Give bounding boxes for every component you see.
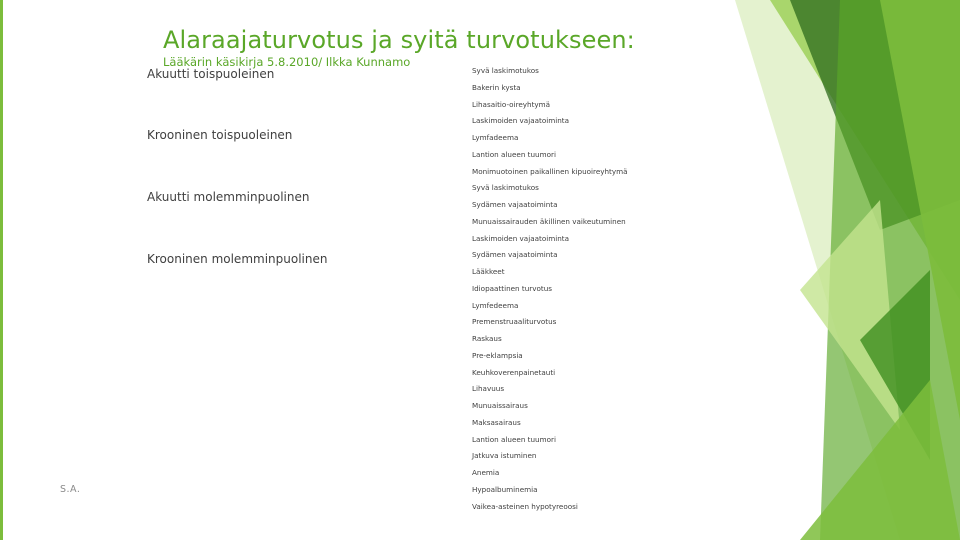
cause-item: Lääkkeet xyxy=(472,267,505,276)
footer-initials: S.A. xyxy=(60,484,81,495)
side-bar-left xyxy=(0,0,3,540)
cause-item: Lantion alueen tuumori xyxy=(472,434,556,444)
cause-item: Sydämen vajaatoiminta xyxy=(472,200,558,209)
cause-item: Keuhkoverenpainetauti xyxy=(472,367,556,377)
cause-item: Syvä laskimotukos xyxy=(472,66,539,75)
cause-item: Maksasairaus xyxy=(472,417,521,427)
cause-item: Lymfedeema xyxy=(472,300,519,310)
cause-item: Anemia xyxy=(472,468,500,477)
cause-item: Laskimoiden vajaatoiminta xyxy=(472,233,569,243)
cause-item: Premenstruaaliturvotus xyxy=(472,317,557,327)
cause-item: Pre-eklampsia xyxy=(472,350,523,360)
cause-item: Munuaissairaus xyxy=(472,401,528,410)
cause-item: Monimuotoinen paikallinen kipuoireyhtymä xyxy=(472,166,628,176)
cause-item: Laskimoiden vajaatoiminta xyxy=(472,116,569,126)
category-acute-bilateral: Akuutti molemminpuolinen xyxy=(147,190,310,204)
cause-item: Vaikea-asteinen hypotyreoosi xyxy=(472,501,578,511)
cause-item: Jatkuva istuminen xyxy=(472,451,537,461)
cause-item: Idiopaattinen turvotus xyxy=(472,283,552,293)
cause-item: Sydämen vajaatoiminta xyxy=(472,250,558,260)
slide-title: Alaraajaturvotus ja syitä turvotukseen: xyxy=(163,26,635,54)
cause-item: Bakerin kysta xyxy=(472,82,521,92)
cause-item: Raskaus xyxy=(472,334,502,343)
cause-item: Lantion alueen tuumori xyxy=(472,149,556,159)
category-acute-unilateral: Akuutti toispuoleinen xyxy=(147,67,275,81)
cause-item: Lymfadeema xyxy=(472,133,519,142)
category-chronic-bilateral: Krooninen molemminpuolinen xyxy=(147,252,328,266)
cause-list xyxy=(472,63,628,515)
slide-subtitle: Lääkärin käsikirja 5.8.2010/ Ilkka Kunnamo xyxy=(163,55,411,69)
cause-item: Munuaissairauden äkillinen vaikeutuminen xyxy=(472,216,626,226)
cause-item: Lihavuus xyxy=(472,384,505,394)
cause-item: Lihasaitio-oireyhtymä xyxy=(472,99,551,109)
cause-item: Hypoalbuminemia xyxy=(472,484,538,494)
category-chronic-unilateral: Krooninen toispuoleinen xyxy=(147,128,293,142)
cause-item: Syvä laskimotukos xyxy=(472,183,539,193)
